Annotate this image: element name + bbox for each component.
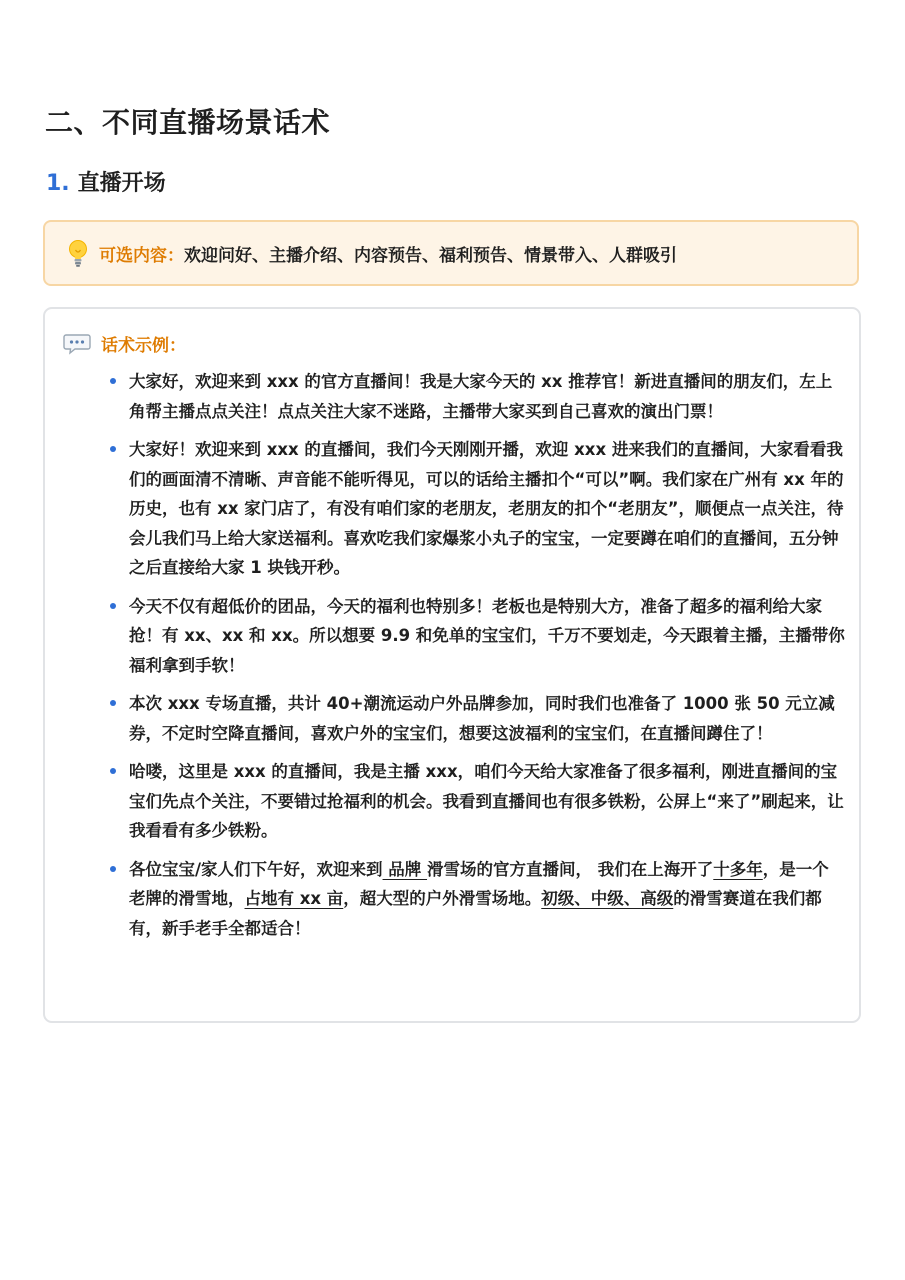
example-label: 话术示例： [101, 336, 186, 356]
list-item [105, 435, 845, 583]
text-segment: 的滑雪赛道在我们都有，新手老手全都适合！ [129, 889, 822, 938]
example-list [105, 367, 845, 952]
page-heading: 二、不同直播场景话术 [45, 106, 331, 139]
list-item [105, 689, 845, 748]
list-item-text [129, 860, 829, 938]
section-title-text: 直播开场 [77, 171, 166, 196]
underlined-text: 品牌 [382, 859, 428, 879]
callout-label: 可选内容： [99, 245, 184, 266]
section-title [46, 168, 166, 200]
lightbulb-icon [65, 238, 91, 268]
list-item [105, 757, 845, 846]
optional-content-callout [43, 220, 859, 286]
underlined-text: 占地有 xx 亩 [244, 889, 344, 908]
list-item-text: 大家好，欢迎来到 xxx 的官方直播间！我是大家今天的 xx 推荐官！新进直播间的朋友们，左上角帮主播点点关注！点点关注大家不迷路，主播带大家买到自己喜欢的演出门票！ [129, 372, 833, 421]
list-item [105, 367, 845, 426]
bullet-icon [110, 768, 116, 774]
list-item [105, 592, 845, 681]
list-item [105, 855, 845, 944]
bullet-icon [110, 378, 116, 384]
section-number: 1. [46, 171, 70, 196]
example-header [63, 331, 186, 356]
bullet-icon [110, 700, 116, 706]
list-item-text: 哈喽，这里是 xxx 的直播间，我是主播 xxx，咱们今天给大家准备了很多福利，刚进直播间的宝宝们先点个关注，不要错过抢福利的机会。我看到直播间也有很多铁粉，公屏上“来了”刷起来，让我看看有多少铁粉。 [129, 762, 844, 840]
speech-bubble-icon [63, 333, 91, 355]
list-item-text: 大家好！欢迎来到 xxx 的直播间，我们今天刚刚开播，欢迎 xxx 进来我们的直播间，大家看看我们的画面清不清晰、声音能不能听得见，可以的话给主播扣个“可以”啊。我们家在广州有 xx 年的历史，也有 xx 家门店了，有没有咱们家的老朋友，老朋友的扣个“老朋友”，顺便点一点关注，待会儿我们马上给大家送福利。喜欢吃我们家爆浆小丸子的宝宝，一定要蹲在咱们的直播间，五分钟之后直接给大家 1 块钱开秒。 [129, 440, 844, 577]
script-example-box [43, 307, 861, 1023]
underlined-text: 十多年 [713, 859, 763, 879]
bullet-icon [110, 603, 116, 609]
bullet-icon [110, 866, 116, 872]
text-segment: ，是一个老牌的滑雪地， [129, 859, 829, 908]
callout-text: 欢迎问好、主播介绍、内容预告、福利预告、情景带入、人群吸引 [184, 245, 677, 266]
list-item-text: 本次 xxx 专场直播，共计 40+潮流运动户外品牌参加，同时我们也准备了 1000 张 50 元立减券，不定时空降直播间，喜欢户外的宝宝们，想要这波福利的宝宝们，在直播间蹲住了！ [129, 694, 835, 743]
text-segment: 各位宝宝/家人们下午好，欢迎来到 [129, 859, 383, 879]
underlined-text: 初级、中级、高级 [541, 889, 674, 908]
bullet-icon [110, 446, 116, 452]
list-item-text: 今天不仅有超低价的团品，今天的福利也特别多！老板也是特别大方，准备了超多的福利给大家抢！有 xx、xx 和 xx。所以想要 9.9 和免单的宝宝们，千万不要划走，今天跟着主播，主播带你福利拿到手软！ [129, 596, 845, 675]
text-segment: 滑雪场的官方直播间， 我们在上海开了 [427, 859, 714, 879]
text-segment: ，超大型的户外滑雪场地。 [343, 889, 542, 908]
